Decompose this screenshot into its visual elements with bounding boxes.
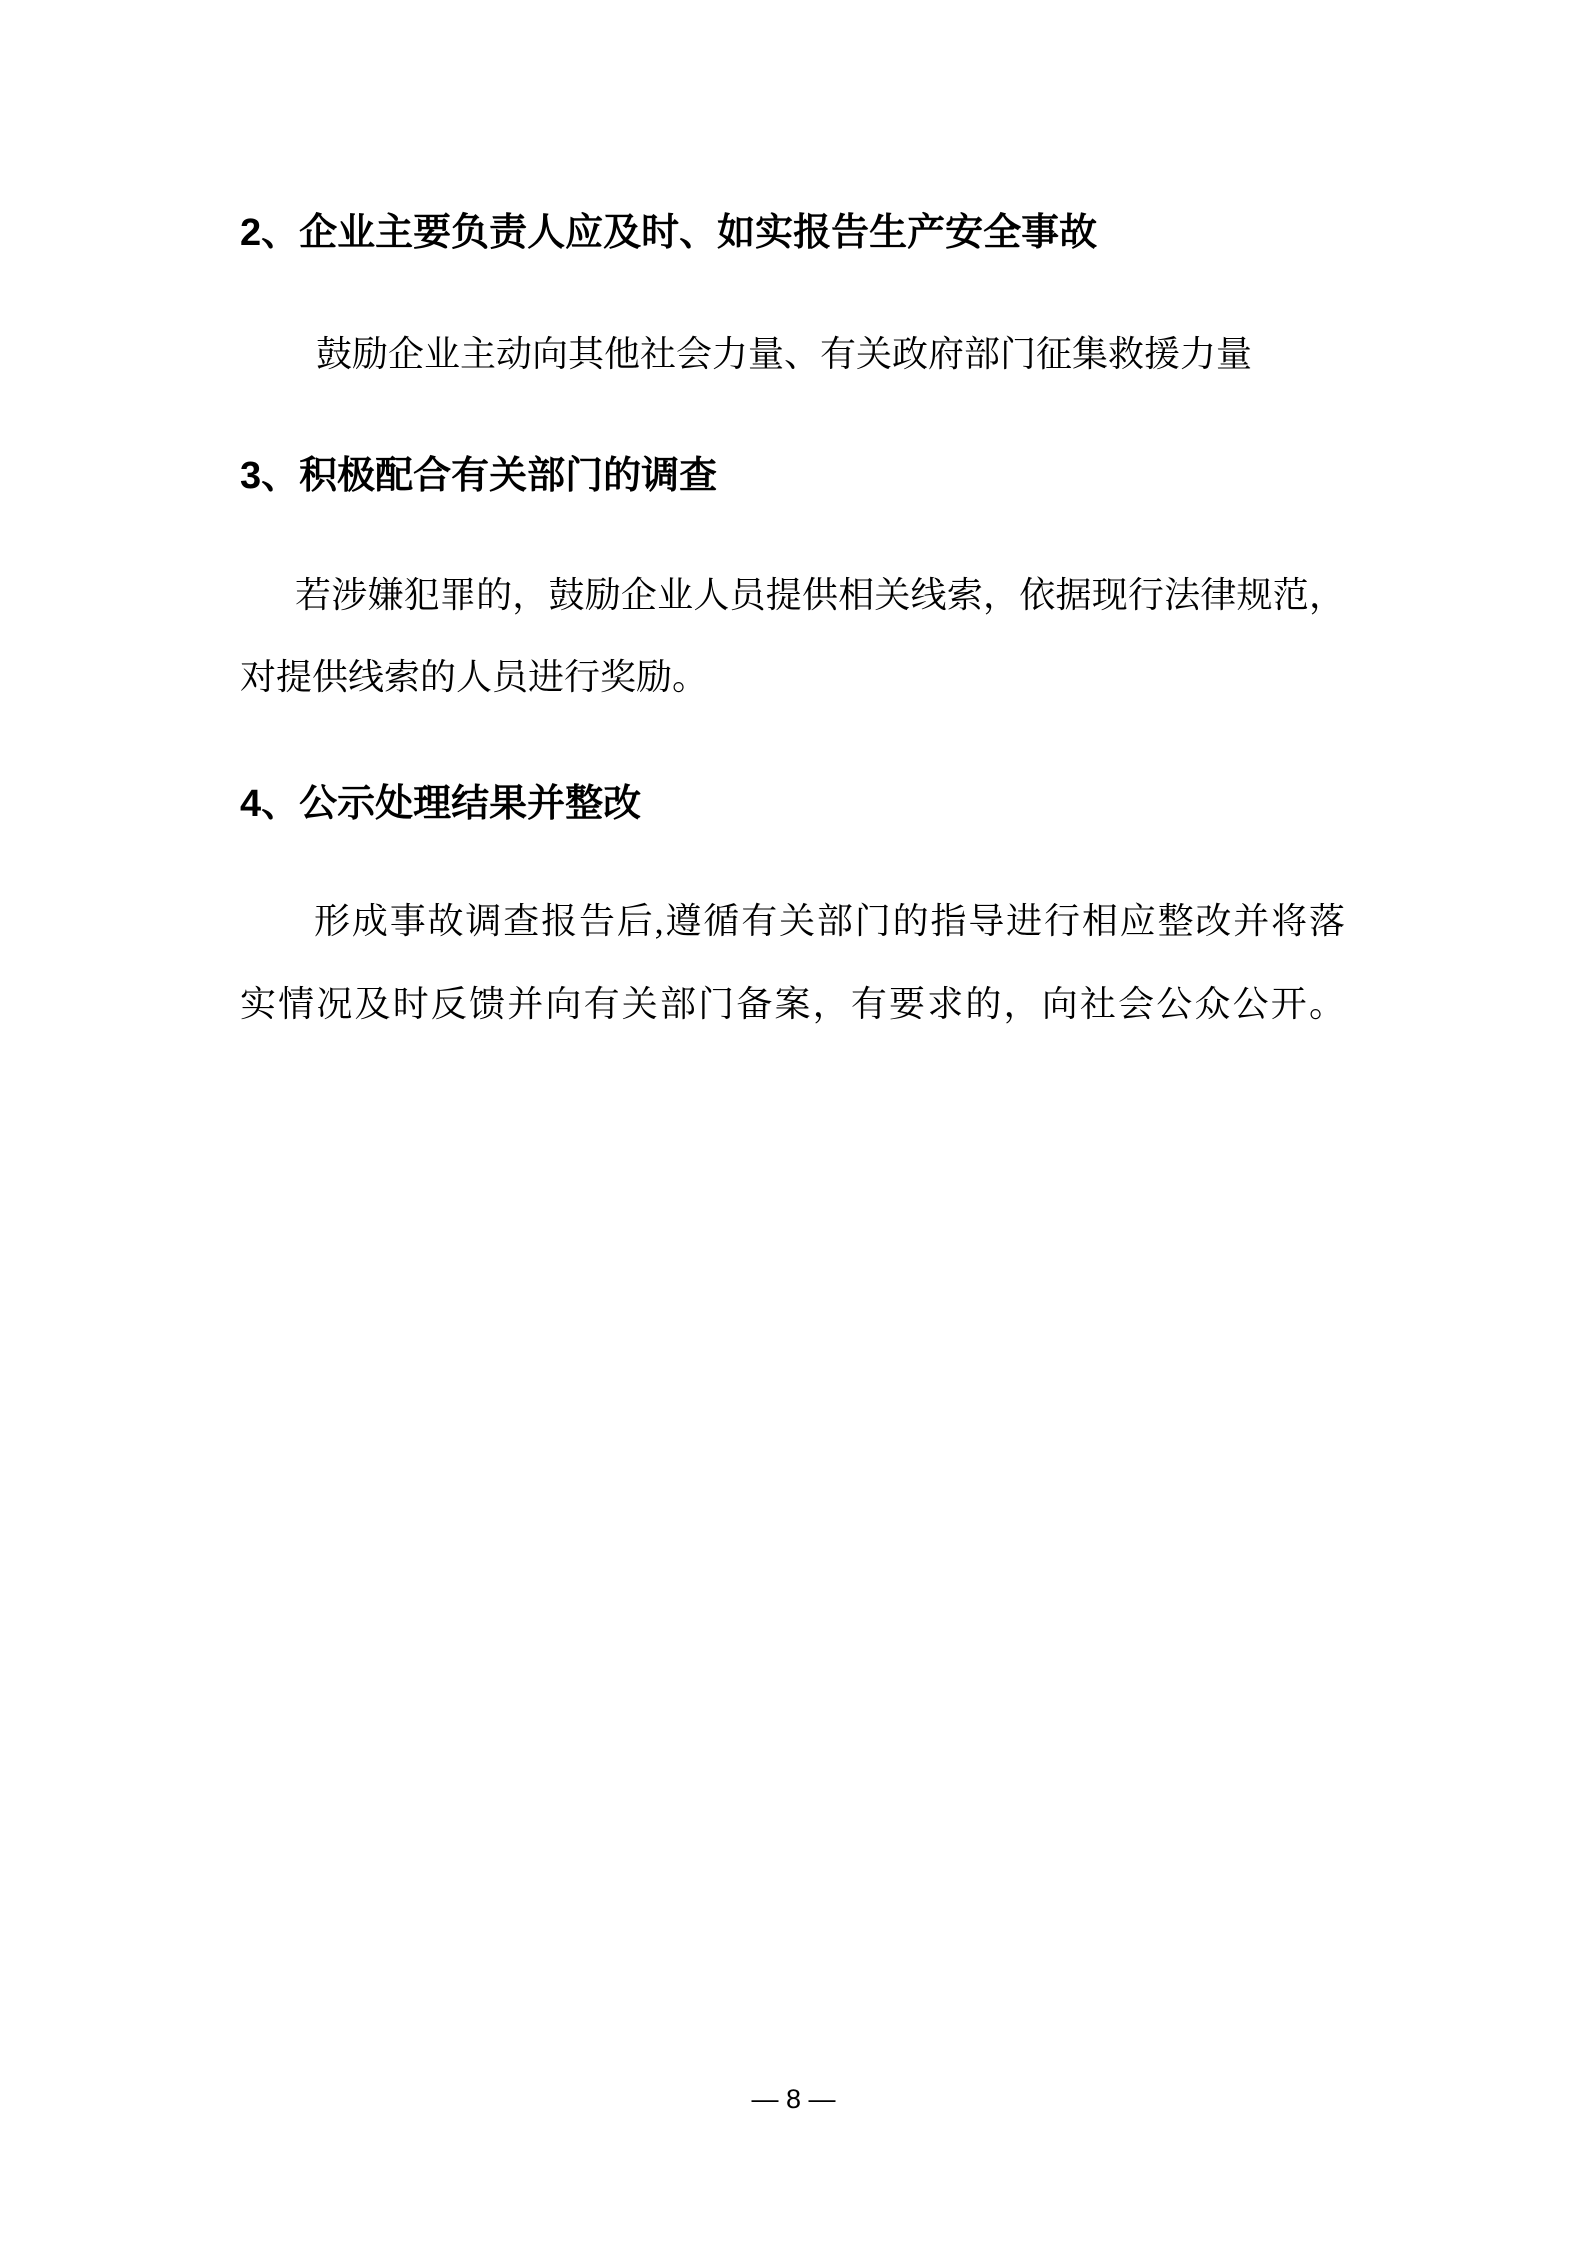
page-number: — 8 — bbox=[751, 2084, 836, 2114]
paragraph-line: 对提供线索的人员进行奖励。 bbox=[240, 657, 709, 697]
paragraph-line: 形成事故调查报告后,遵循有关部门的指导进行相应整改并将落 bbox=[314, 901, 1345, 941]
section-heading-4: 4、公示处理结果并整改 bbox=[240, 783, 642, 825]
paragraph-line: 若涉嫌犯罪的，鼓励企业人员提供相关线索，依据现行法律规范， bbox=[295, 575, 1345, 615]
paragraph-line: 鼓励企业主动向其他社会力量、有关政府部门征集救援力量 bbox=[316, 334, 1253, 374]
section-heading-2: 2、企业主要负责人应及时、如实报告生产安全事故 bbox=[240, 212, 1098, 254]
section-heading-3: 3、积极配合有关部门的调查 bbox=[240, 455, 718, 497]
paragraph-line: 实情况及时反馈并向有关部门备案，有要求的，向社会公众公开。 bbox=[240, 984, 1345, 1024]
